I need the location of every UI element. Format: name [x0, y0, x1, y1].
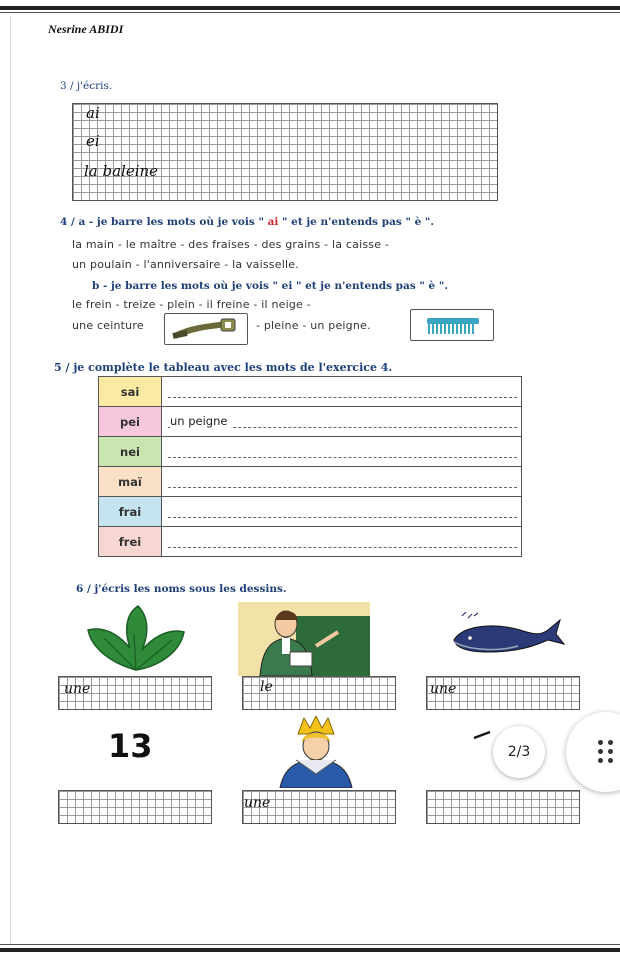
- answer-cell[interactable]: [162, 377, 522, 407]
- ex4a-prefix: 4 / a - je barre les mots où je vois ": [60, 216, 268, 228]
- model-line-ei: ei: [86, 132, 100, 150]
- exercise-5-title: 5 / je complète le tableau avec les mots de l'exercice 4.: [54, 361, 393, 374]
- syllable-cell: frai: [99, 497, 162, 527]
- answer-text: un peigne: [170, 414, 231, 428]
- page-border-top: [0, 6, 620, 10]
- comb-icon: [411, 310, 493, 340]
- answer-cell[interactable]: [162, 437, 522, 467]
- dotted-answer-line: [168, 457, 517, 458]
- ex4a-word-list-2: un poulain - l'anniversaire - la vaisselle.: [72, 258, 299, 271]
- whale-drawing: [448, 612, 566, 662]
- answer-grid-extra[interactable]: [426, 790, 580, 824]
- page-border-bottom: [0, 948, 620, 952]
- dotted-answer-line: [168, 397, 517, 398]
- article-whale: une: [430, 681, 457, 697]
- teacher-drawing: [238, 602, 370, 676]
- author-name: Nesrine ABIDI: [48, 22, 124, 36]
- dotted-answer-line: [168, 547, 517, 548]
- table-row: [99, 437, 522, 467]
- syllable-cell: maï: [99, 467, 162, 497]
- queen-drawing: [276, 716, 356, 788]
- dotted-answer-line: [168, 517, 517, 518]
- article-teacher: le: [260, 679, 273, 695]
- syllable-cell: pei: [99, 407, 162, 437]
- exercise-3-title: 3 / j'écris.: [60, 80, 113, 92]
- page-border-top-inner: [0, 12, 620, 13]
- article-spinach: une: [64, 681, 91, 697]
- spinach-drawing: [84, 604, 188, 674]
- article-queen: une: [244, 795, 271, 811]
- ex4a-suffix: " et je n'entends pas " è ".: [278, 216, 435, 228]
- ex4b-word-list-2b: - pleine - un peigne.: [256, 319, 371, 332]
- table-row: [99, 377, 522, 407]
- syllable-cell: sai: [99, 377, 162, 407]
- ex4b-word-list-2a: une ceinture: [72, 319, 144, 332]
- grid-menu-button[interactable]: [566, 712, 620, 792]
- belt-picture: [164, 313, 248, 345]
- answer-cell[interactable]: [162, 407, 522, 437]
- answer-grid-thirteen[interactable]: [58, 790, 212, 824]
- page-border-bottom-inner: [0, 944, 620, 945]
- pen-stroke-mark: [472, 728, 494, 744]
- belt-icon: [165, 314, 247, 344]
- model-line-la-baleine: la baleine: [84, 162, 159, 180]
- syllable-cell: nei: [99, 437, 162, 467]
- syllable-cell: frei: [99, 527, 162, 557]
- table-row: [99, 467, 522, 497]
- answer-cell[interactable]: [162, 527, 522, 557]
- exercise-4a-instruction: [60, 216, 434, 228]
- dotted-answer-line: [168, 487, 517, 488]
- table-row: [99, 527, 522, 557]
- exercise-4b-instruction: b - je barre les mots où je vois " ei " et je n'entends pas " è ".: [92, 280, 448, 292]
- answer-cell[interactable]: [162, 467, 522, 497]
- ex4a-highlight: ai: [267, 216, 279, 228]
- ex4b-word-list-1: le frein - treize - plein - il freine - il neige -: [72, 298, 311, 311]
- table-row: [99, 497, 522, 527]
- answer-cell[interactable]: [162, 497, 522, 527]
- exercise-6-title: 6 / j'écris les noms sous les dessins.: [76, 583, 287, 595]
- scan-edge: [10, 16, 11, 944]
- comb-picture: [410, 309, 494, 341]
- ex4a-word-list-1: la main - le maître - des fraises - des grains - la caisse -: [72, 238, 390, 251]
- number-thirteen: 13: [108, 727, 153, 765]
- table-row: [99, 407, 522, 437]
- syllable-table: [98, 376, 522, 557]
- page-indicator: 2/3: [493, 726, 545, 778]
- writing-grid-ex3: [72, 103, 498, 201]
- model-line-ai: ai: [86, 104, 100, 122]
